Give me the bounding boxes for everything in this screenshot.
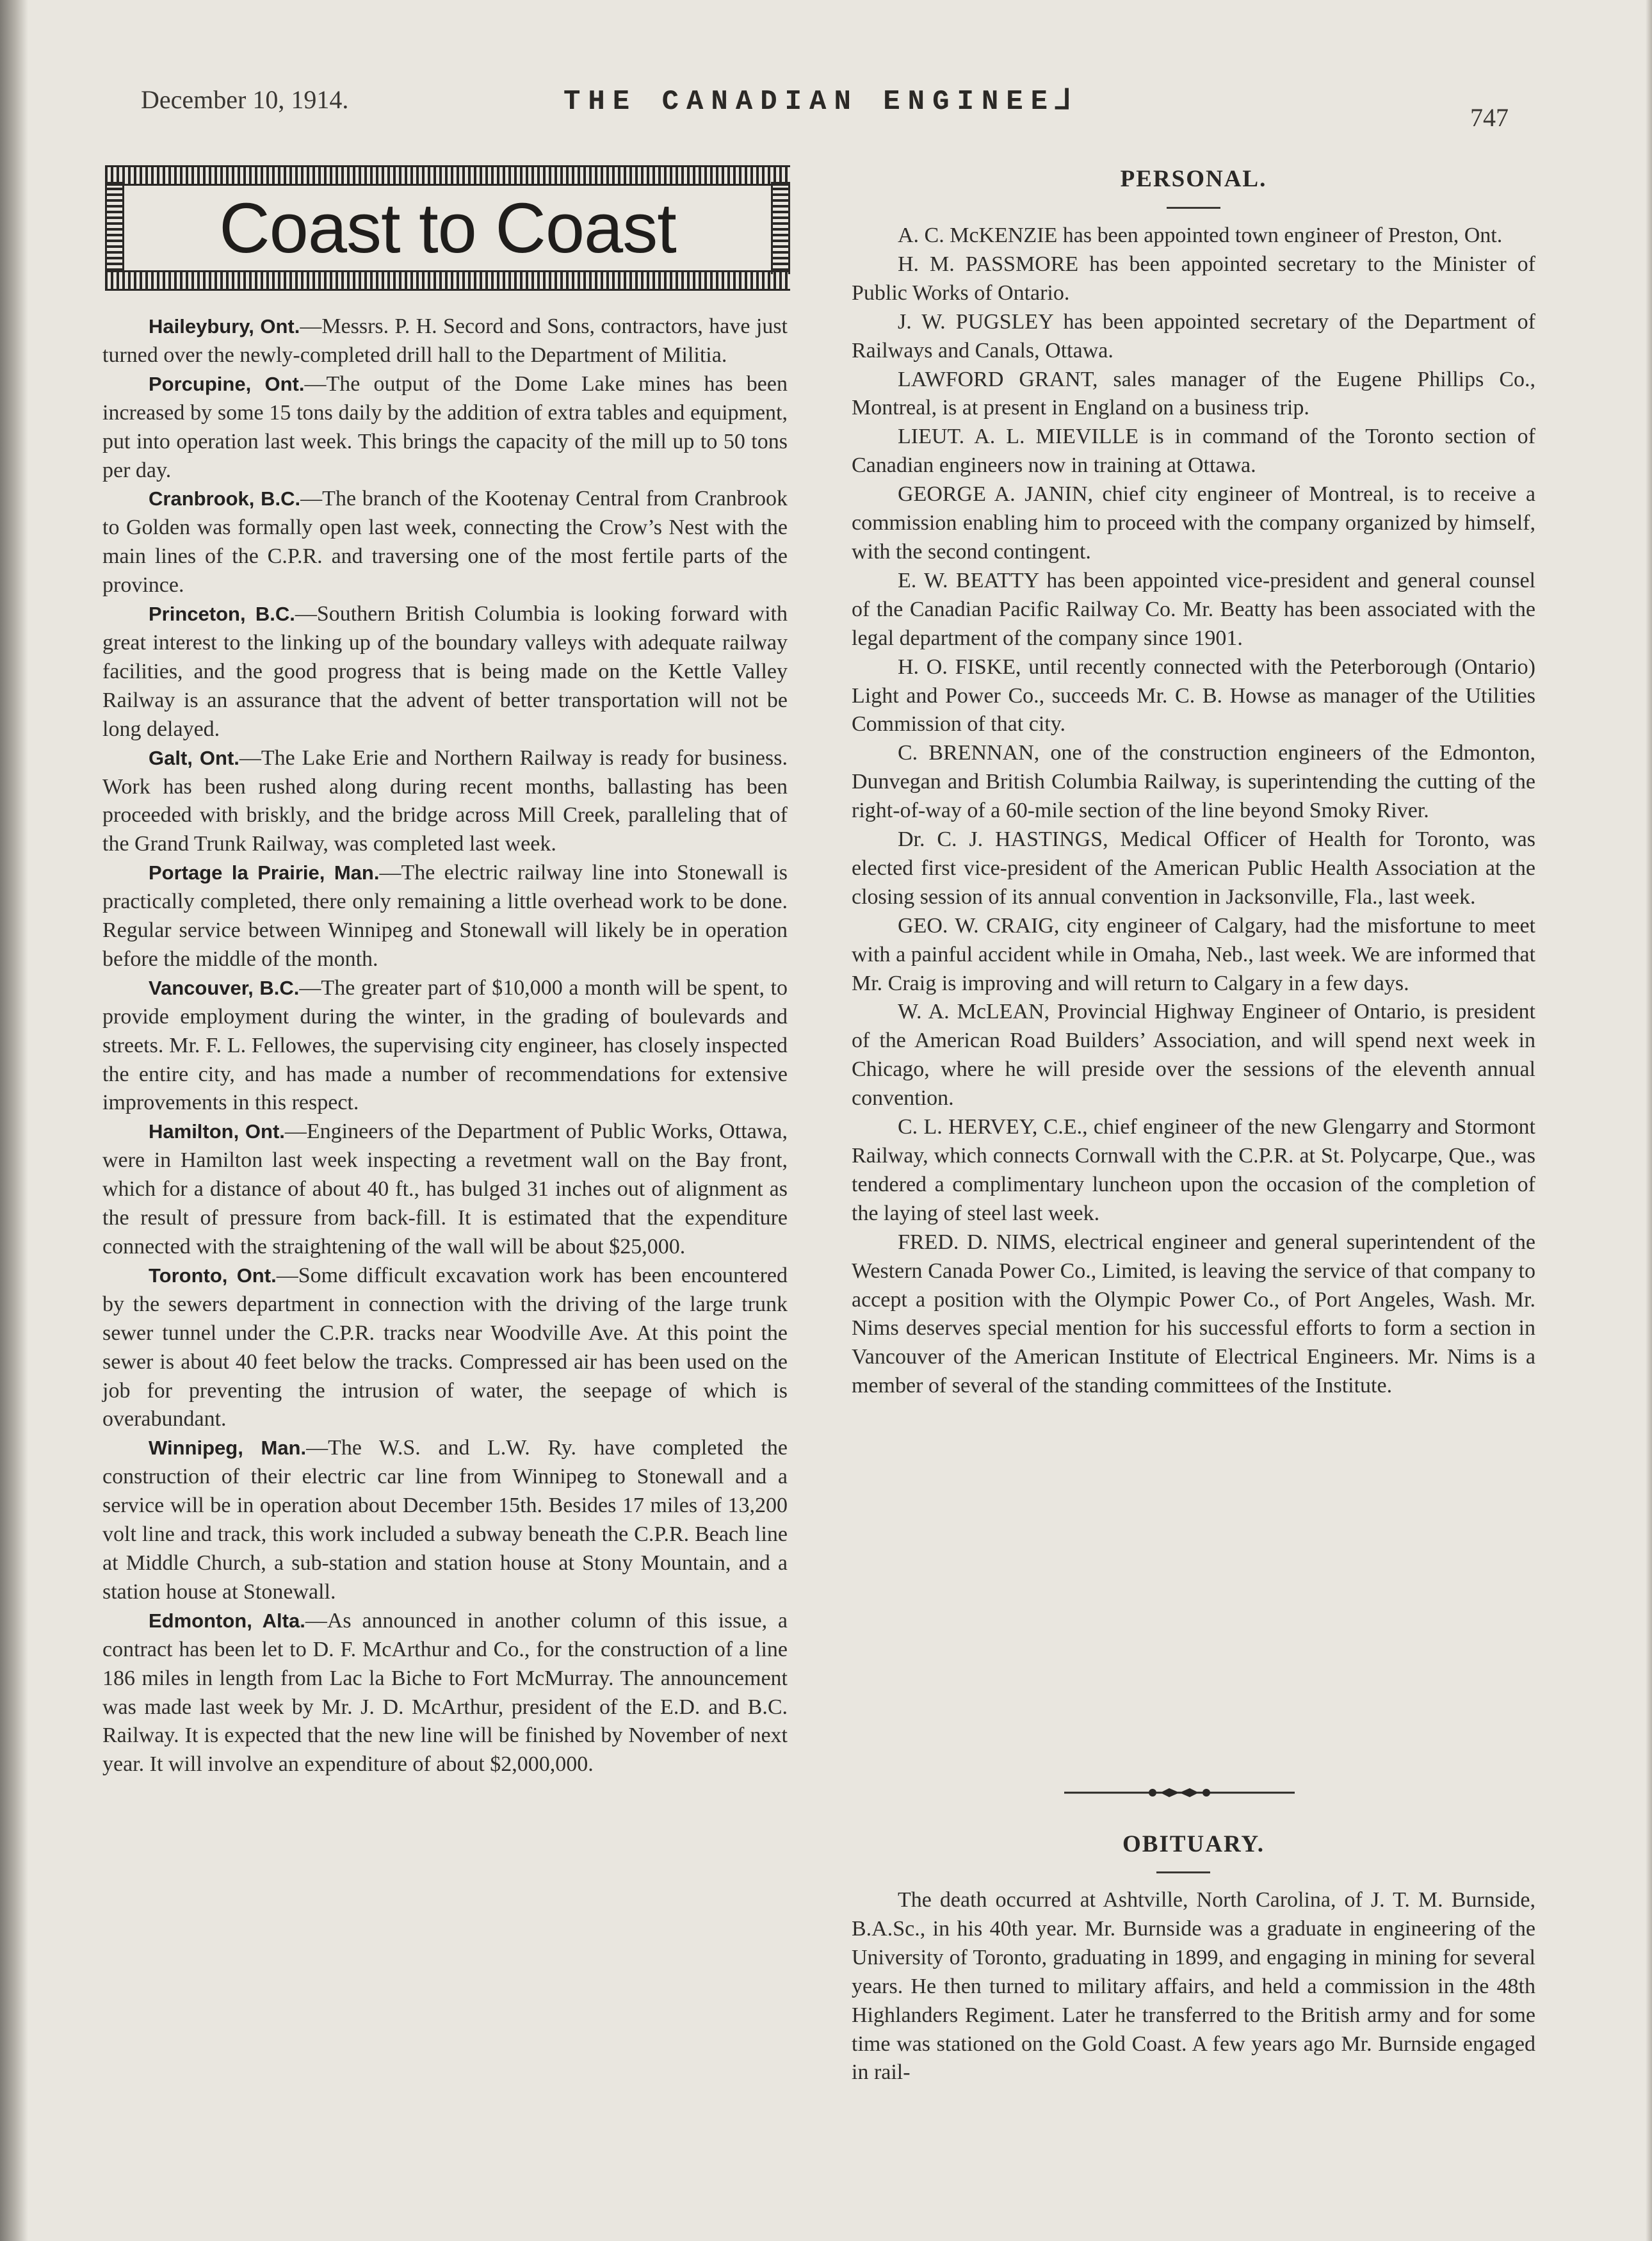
news-item	[102, 974, 788, 1118]
news-item-place: Cranbrook, B.C.	[149, 487, 301, 510]
personal-item: C. BRENNAN, one of the construction engineers of the Edmonton, Dunvegan and British Columbia Railway, is superintending the cutting of the right-of-way of a 60-mile section of the line beyond Smoky River.	[852, 741, 1535, 823]
news-item-text: —The W.S. and L.W. Ry. have completed the construction of their electric car line from Winnipeg to Stonewall and a service will be in operation about December 15th. Besides 17 miles of 13,200 volt line and track, this work included a subway beneath the C.P.R. Beach line at Middle Church, a sub-station and station house at Stony Mountain, and a station house at Stonewall.	[102, 1436, 788, 1604]
personal-item: Dr. C. J. HASTINGS, Medical Officer of Health for Toronto, was elected first vice-president of the American Public Health Association at the closing session of its annual convention in Jacksonville, Fla., last week.	[852, 827, 1535, 909]
running-header	[0, 77, 1652, 141]
news-item-place: Haileybury, Ont.	[149, 315, 300, 338]
obituary-heading: OBITUARY.	[1122, 1831, 1265, 1857]
personal-heading-rule	[1167, 207, 1220, 209]
news-item-text: —The output of the Dome Lake mines has been increased by some 15 tons daily by the addition of extra tables and equipment, put into operation last week. This brings the capacity of the mill up to 50 tons per day.	[102, 371, 788, 482]
ornament-divider-icon	[1064, 1783, 1295, 1802]
news-item-place: Winnipeg, Man.	[149, 1437, 307, 1460]
news-item-place: Galt, Ont.	[149, 746, 239, 769]
news-item-place: Toronto, Ont.	[149, 1264, 277, 1287]
news-item-text: —The electric railway line into Stonewall is practically completed, there only remaining a little overhead work to be done. Regular service between Winnipeg and Stonewall will likely be in operation before the middle of the month.	[102, 861, 788, 971]
personal-item: H. M. PASSMORE has been appointed secretary to the Minister of Public Works of Ontario.	[852, 252, 1535, 305]
obituary-column	[852, 1886, 1535, 2087]
personal-item: E. W. BEATTY has been appointed vice-president and general counsel of the Canadian Pacific Railway Co. Mr. Beatty has been associated with the legal department of the company since 1901.	[852, 568, 1535, 650]
coast-to-coast-column	[102, 313, 788, 1779]
personal-item: LAWFORD GRANT, sales manager of the Eugene Phillips Co., Montreal, is at present in England on a business trip.	[852, 367, 1535, 420]
issue-date: December 10, 1914.	[141, 85, 349, 114]
news-item-place: Princeton, B.C.	[149, 603, 295, 626]
journal-title: THE CANADIAN ENGINEE⅃	[563, 86, 1079, 118]
news-item-text: —The branch of the Kootenay Central from Cranbrook to Golden was formally open last week, connecting the Crow’s Nest with the main lines of the C.P.R. and traversing one of the most fertile parts of the province.	[102, 487, 788, 598]
banner-border-bottom	[105, 270, 790, 291]
news-item-place: Portage la Prairie, Man.	[149, 861, 380, 884]
personal-column	[852, 222, 1535, 1401]
personal-item: LIEUT. A. L. MIEVILLE is in command of the Toronto section of Canadian engineers now in training at Ottawa.	[852, 425, 1535, 478]
news-item	[102, 859, 788, 974]
obituary-text: The death occurred at Ashtville, North Carolina, of J. T. M. Burnside, B.A.Sc., in his 40th year. Mr. Burnside was a graduate in engineering of the University of Toronto, graduating in 1899, and engaging in mining for several years. He then turned to military affairs, and held a commission in the 48th Highlanders Regiment. Later he transferred to the British army and for some time was stationed on the Gold Coast. A few years ago Mr. Burnside engaged in rail-	[852, 1888, 1535, 2085]
personal-item: W. A. McLEAN, Provincial Highway Engineer of Ontario, is president of the American Road Builders’ Association, and will spend next week in Chicago, where he will preside over the sessions of the eleventh annual convention.	[852, 1000, 1535, 1111]
page-gutter-shadow	[0, 0, 28, 2241]
personal-item: J. W. PUGSLEY has been appointed secretary of the Department of Railways and Canals, Ottawa.	[852, 309, 1535, 363]
news-item-text: —As announced in another column of this issue, a contract has been let to D. F. McArthur and Co., for the construction of a line 186 miles in length from Lac la Biche to Fort McMurray. The announcement was made last week by Mr. J. D. McArthur, president of the E.D. and B.C. Railway. It is expected that the new line will be finished by November of next year. It will involve an expenditure of about $2,000,000.	[102, 1608, 788, 1777]
news-item-text: —Southern British Columbia is looking forward with great interest to the linking up of the boundary valleys with adequate railway facilities, and the good progress that is being made on the Kettle Valley Railway is an assurance that the advent of better transportation will not be long delayed.	[102, 602, 788, 741]
news-item-place: Hamilton, Ont.	[149, 1120, 285, 1143]
news-item	[102, 744, 788, 860]
news-item-text: —The Lake Erie and Northern Railway is ready for business. Work has been rushed along during recent months, ballasting has been proceeded with briskly, and the bridge across Mill Creek, paralleling that of the Grand Trunk Railway, was completed last week.	[102, 746, 788, 856]
coast-to-coast-banner	[105, 165, 790, 291]
personal-heading: PERSONAL.	[1120, 166, 1267, 192]
news-item-text: —Some difficult excavation work has been encountered by the sewers department in connection with the driving of the large trunk sewer tunnel under the C.P.R. tracks near Woodville Ave. At this point the sewer is about 40 feet below the tracks. Compressed air has been used on the job for preventing the intrusion of water, the seepage of which is overabundant.	[102, 1263, 788, 1431]
news-item	[102, 370, 788, 485]
news-item-place: Vancouver, B.C.	[149, 976, 300, 999]
page-number: 747	[1470, 103, 1509, 132]
news-item-text: —Messrs. P. H. Secord and Sons, contractors, have just turned over the newly-completed drill hall to the Department of Militia.	[102, 314, 788, 367]
news-item	[102, 313, 788, 370]
news-item	[102, 485, 788, 600]
personal-item: H. O. FISKE, until recently connected with the Peterborough (Ontario) Light and Power Co., succeeds Mr. C. B. Howse as manager of the Utilities Commission of that city.	[852, 655, 1535, 737]
personal-item: GEO. W. CRAIG, city engineer of Calgary, had the misfortune to meet with a painful accident while in Omaha, Neb., last week. We are informed that Mr. Craig is improving and will return to Calgary in a few days.	[852, 913, 1535, 995]
banner-border-top	[105, 165, 790, 186]
news-item-text: —The greater part of $10,000 a month will be spent, to provide employment during the winter, in the grading of boulevards and streets. Mr. F. L. Fellowes, the supervising city engineer, has closely inspected the entire city, and has made a number of recommendations for extensive improvements in this respect.	[102, 975, 788, 1115]
personal-item: A. C. McKENZIE has been appointed town engineer of Preston, Ont.	[898, 224, 1503, 247]
personal-item: C. L. HERVEY, C.E., chief engineer of the new Glengarry and Stormont Railway, which connects Cornwall with the C.P.R. at St. Polycarpe, Que., was tendered a complimentary luncheon upon the occasion of the completion of the laying of steel last week.	[852, 1115, 1535, 1225]
news-item	[102, 1434, 788, 1606]
news-item	[102, 1262, 788, 1434]
news-item-text: —Engineers of the Department of Public Works, Ottawa, were in Hamilton last week inspecting a revetment wall on the Bay front, which for a distance of about 40 ft., has bulged 31 inches out of alignment as the result of pressure from back-fill. It is estimated that the expenditure connected with the straightening of the wall will be about $25,000.	[102, 1120, 788, 1259]
coast-to-coast-title: Coast to Coast	[219, 189, 676, 268]
news-item	[102, 1118, 788, 1262]
news-item	[102, 1607, 788, 1779]
news-item	[102, 600, 788, 744]
obituary-heading-rule	[1156, 1871, 1210, 1873]
personal-item: GEORGE A. JANIN, chief city engineer of Montreal, is to receive a commission enabling him to proceed with the company organized by himself, with the second contingent.	[852, 482, 1535, 564]
personal-item: FRED. D. NIMS, electrical engineer and general superintendent of the Western Canada Power Co., Limited, is leaving the service of that company to accept a position with the Olympic Power Co., of Port Angeles, Wash. Mr. Nims deserves special mention for his successful efforts to form a section in Vancouver of the American Institute of Electrical Engineers. Mr. Nims is a member of several of the standing committees of the Institute.	[852, 1230, 1535, 1398]
news-item-place: Porcupine, Ont.	[149, 372, 305, 395]
page-edge-shadow	[1646, 0, 1652, 2241]
news-item-place: Edmonton, Alta.	[149, 1609, 305, 1632]
